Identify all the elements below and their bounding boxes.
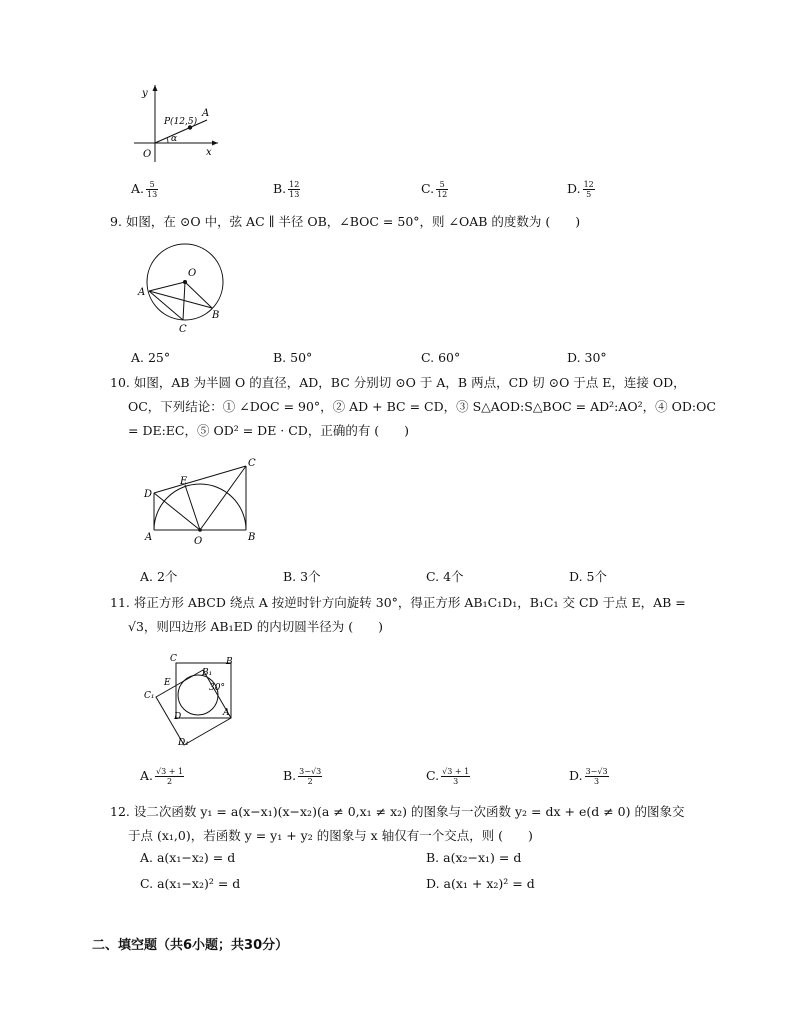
q10-label-e: E <box>180 476 188 487</box>
q11-option-c[interactable] <box>426 767 470 786</box>
q8-option-a-label: A. <box>131 181 145 196</box>
q8-label-alpha: α <box>171 134 178 144</box>
section-heading-fill-in: 二、填空题（共6小题；共30分） <box>92 938 289 953</box>
q11-label-b: B <box>226 657 233 667</box>
q10-label-c: C <box>248 458 256 469</box>
q10-label-d: D <box>144 489 153 500</box>
q11-label-c1: C₁ <box>144 691 155 701</box>
q11-option-b-frac <box>298 767 322 786</box>
q11-option-b[interactable] <box>283 767 322 786</box>
q9-option-d[interactable]: D. 30° <box>567 350 607 365</box>
q12-option-b[interactable]: B. a(x₂−x₁) = d <box>426 850 522 865</box>
q8-option-b-num: 12 <box>289 180 300 189</box>
q11-option-a-frac <box>155 767 184 786</box>
q11-option-b-num: 3−√3 <box>299 767 322 776</box>
q11-option-c-den: 3 <box>453 777 459 786</box>
q9-label-o: O <box>188 268 197 279</box>
q9-figure <box>135 240 235 340</box>
q11-label-b1: B₁ <box>202 668 213 678</box>
q8-option-c[interactable] <box>421 180 448 199</box>
q8-option-c-num: 5 <box>436 180 448 190</box>
q9-label-b: B <box>212 310 220 321</box>
q8-option-b-frac <box>288 180 300 199</box>
q11-option-d-label: D. <box>569 768 583 783</box>
q8-option-b-den: 13 <box>289 190 300 199</box>
q10-question-line2: OC，下列结论：① ∠DOC = 90°，② AD + BC = CD，③ S△AOD:S△BOC = AD²:AO²，④ OD:OC <box>128 399 716 414</box>
q10-option-c[interactable]: C. 4个 <box>426 569 464 584</box>
q10-label-o: O <box>194 536 203 547</box>
q10-label-b: B <box>248 532 256 543</box>
q9-option-b[interactable]: B. 50° <box>273 350 313 365</box>
q9-option-a[interactable]: A. 25° <box>131 350 171 365</box>
q11-option-a-label: A. <box>140 768 154 783</box>
q9-label-a: A <box>138 287 146 298</box>
q8-option-c-label: C. <box>421 181 435 196</box>
q8-option-c-frac <box>436 180 448 199</box>
q8-label-x: x <box>206 147 212 158</box>
q9-option-c[interactable]: C. 60° <box>421 350 461 365</box>
q11-option-c-num: √3 + 1 <box>442 767 470 776</box>
q11-option-d-num: 3−√3 <box>585 767 608 776</box>
q10-label-a: A <box>145 532 153 543</box>
q8-option-d-num: 12 <box>583 180 594 189</box>
q11-option-a-den: 2 <box>167 777 173 786</box>
q8-option-a-den: 13 <box>147 190 158 199</box>
q11-option-d[interactable] <box>569 767 609 786</box>
q9-label-c: C <box>179 324 187 335</box>
q8-option-a[interactable] <box>131 180 158 199</box>
q10-question-line3: = DE:EC，⑤ OD² = DE · CD，正确的有 ( ) <box>128 423 410 438</box>
q11-label-e: E <box>164 678 171 688</box>
q11-question-line1: 11. 将正方形 ABCD 绕点 A 按逆时针方向旋转 30°，得正方形 AB₁C₁D₁，B₁C₁ 交 CD 于点 E，AB = <box>110 595 686 610</box>
q11-option-d-den: 3 <box>594 777 600 786</box>
q11-option-a[interactable] <box>140 767 184 786</box>
q8-label-a: A <box>202 108 210 119</box>
q9-question: 9. 如图，在 ⊙O 中，弦 AC ∥ 半径 OB，∠BOC = 50°，则 ∠OAB 的度数为 ( ) <box>110 214 581 229</box>
q10-question-line1: 10. 如图，AB 为半圆 O 的直径，AD，BC 分别切 ⊙O 于 A，B 两点，CD 切 ⊙O 于点 E，连接 OD， <box>110 375 686 390</box>
q11-label-c: C <box>170 654 177 664</box>
q8-option-a-frac <box>146 180 158 199</box>
q8-option-b-label: B. <box>273 181 287 196</box>
q11-label-d1: D₁ <box>178 738 189 748</box>
q12-question-line1: 12. 设二次函数 y₁ = a(x−x₁)(x−x₂)(a ≠ 0,x₁ ≠ x₂) 的图象与一次函数 y₂ = dx + e(d ≠ 0) 的图象交 <box>110 804 685 819</box>
q8-option-d-den: 5 <box>586 190 592 199</box>
q12-option-a[interactable]: A. a(x₁−x₂) = d <box>140 850 236 865</box>
q8-option-d-frac <box>583 180 595 199</box>
q11-question-line2: √3，则四边形 AB₁ED 的内切圆半径为 ( ) <box>128 619 383 634</box>
q11-option-b-den: 2 <box>307 777 313 786</box>
q8-label-y: y <box>142 88 148 99</box>
q8-option-d[interactable] <box>567 180 595 199</box>
q11-option-a-num: √3 + 1 <box>156 767 184 776</box>
q8-option-c-den: 12 <box>437 190 448 199</box>
q12-option-d[interactable]: D. a(x₁ + x₂)² = d <box>426 876 535 891</box>
q11-option-c-label: C. <box>426 768 440 783</box>
q12-question-line2: 于点 (x₁,0)，若函数 y = y₁ + y₂ 的图象与 x 轴仅有一个交点，则 ( ) <box>128 828 533 843</box>
q10-option-d[interactable]: D. 5个 <box>569 569 607 584</box>
q11-option-c-frac <box>441 767 470 786</box>
q11-label-d: D <box>174 712 182 722</box>
q11-figure <box>140 648 250 753</box>
q11-label-a: A <box>223 708 230 718</box>
q8-figure <box>130 80 230 165</box>
q12-option-c[interactable]: C. a(x₁−x₂)² = d <box>140 876 241 891</box>
q8-option-a-num: 5 <box>146 180 158 190</box>
q8-label-p: P(12,5) <box>164 117 198 127</box>
q8-option-d-label: D. <box>567 181 581 196</box>
q10-option-a[interactable]: A. 2个 <box>140 569 178 584</box>
q11-option-b-label: B. <box>283 768 297 783</box>
q8-option-b[interactable] <box>273 180 300 199</box>
q11-label-angle: 30° <box>209 683 225 693</box>
q10-figure <box>140 452 270 547</box>
q11-option-d-frac <box>585 767 609 786</box>
q8-label-o: O <box>143 149 152 160</box>
q10-option-b[interactable]: B. 3个 <box>283 569 321 584</box>
